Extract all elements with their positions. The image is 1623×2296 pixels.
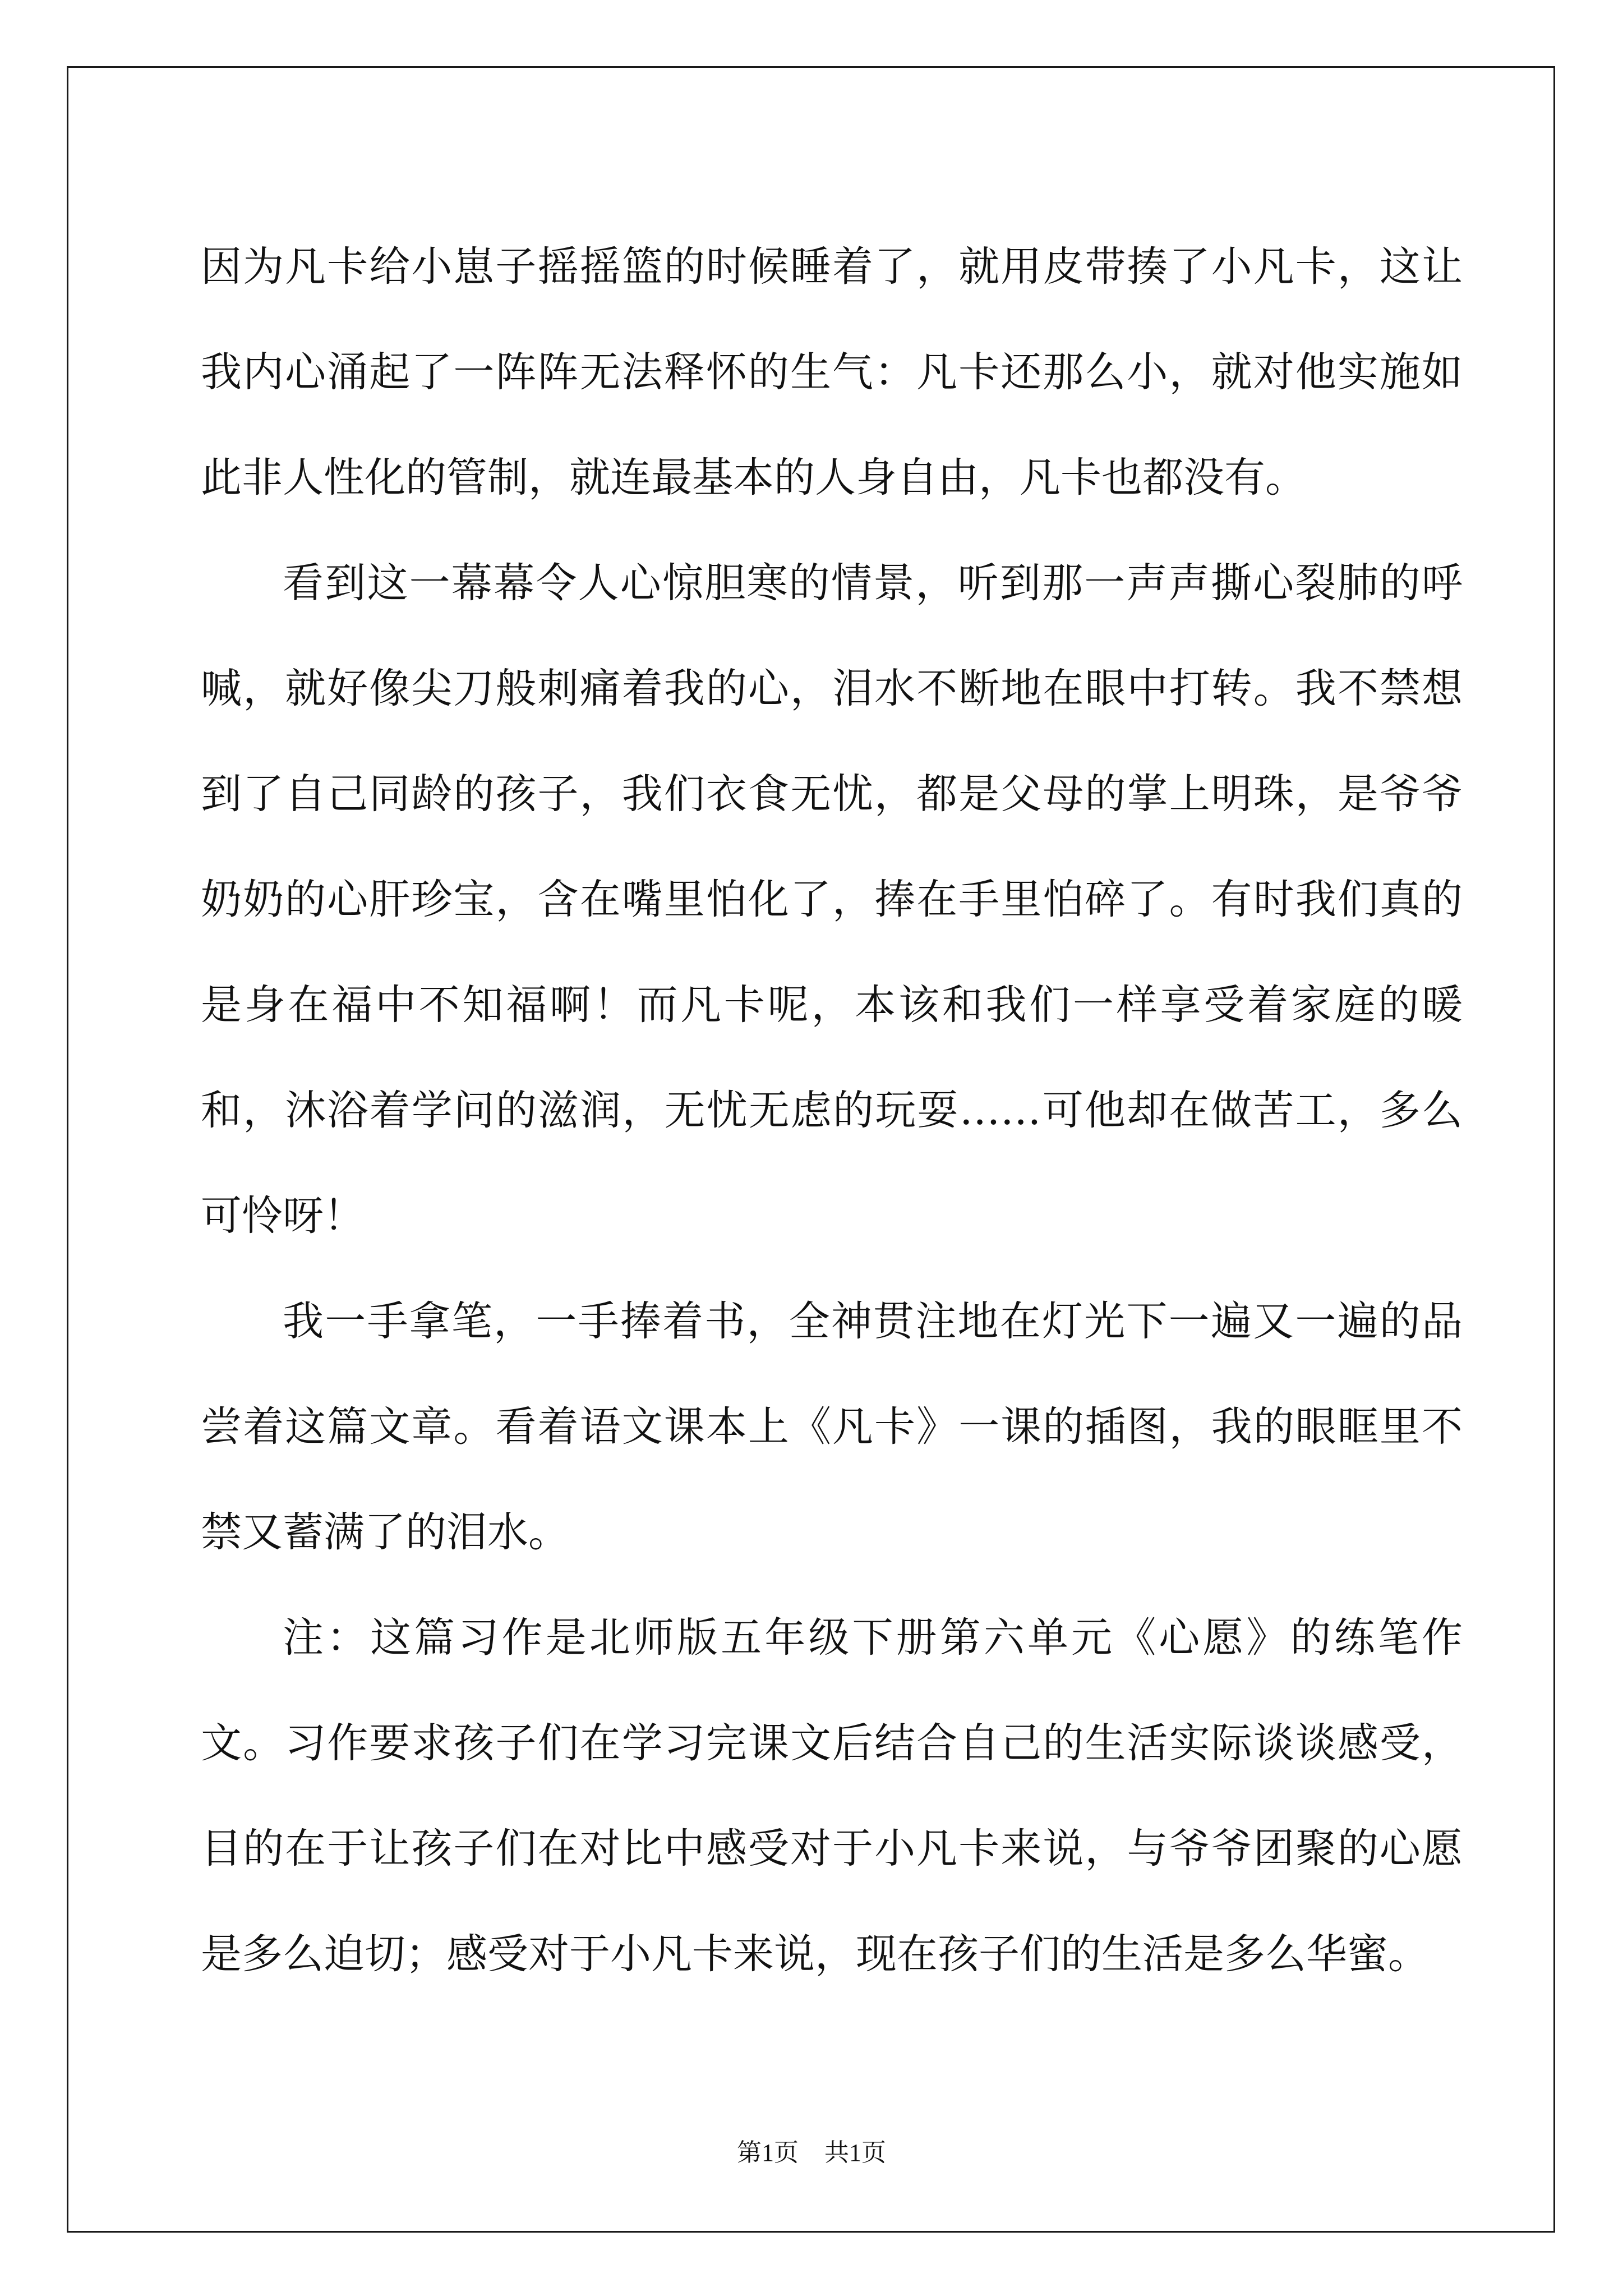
page-number-current: 第1页 xyxy=(737,2139,799,2166)
paragraph-1: 因为凡卡给小崽子摇摇篮的时候睡着了，就用皮带揍了小凡卡，这让我内心涌起了一阵阵无法释怀的生气：凡卡还那么小，就对他实施如此非人性化的管制，就连最基本的人身自由，凡卡也都没有。 xyxy=(201,243,1463,501)
paragraph-3: 我一手拿笔，一手捧着书，全神贯注地在灯光下一遍又一遍的品尝着这篇文章。看着语文课本上《凡卡》一课的插图，我的眼眶里不禁又蓄满了的泪水。 xyxy=(201,1297,1463,1556)
page-number-total: 共1页 xyxy=(824,2139,886,2166)
document-body xyxy=(201,214,1463,2007)
paragraph-4: 注：这篇习作是北师版五年级下册第六单元《心愿》的练笔作文。习作要求孩子们在学习完课文后结合自己的生活实际谈谈感受，目的在于让孩子们在对比中感受对于小凡卡来说，与爷爷团聚的心愿是多么迫切；感受对于小凡卡来说，现在孩子们的生活是多么华蜜。 xyxy=(201,1614,1463,1978)
paragraph-2: 看到这一幕幕令人心惊胆寒的情景，听到那一声声撕心裂肺的呼喊，就好像尖刀般刺痛着我的心，泪水不断地在眼中打转。我不禁想到了自己同龄的孩子，我们衣食无忧，都是父母的掌上明珠，是爷爷奶奶的心肝珍宝，含在嘴里怕化了，捧在手里怕碎了。有时我们真的是身在福中不知福啊！而凡卡呢，本该和我们一样享受着家庭的暖和，沐浴着学问的滋润，无忧无虑的玩耍……可他却在做苦工，多么可怜呀！ xyxy=(201,559,1463,1240)
page-footer xyxy=(0,2136,1623,2170)
